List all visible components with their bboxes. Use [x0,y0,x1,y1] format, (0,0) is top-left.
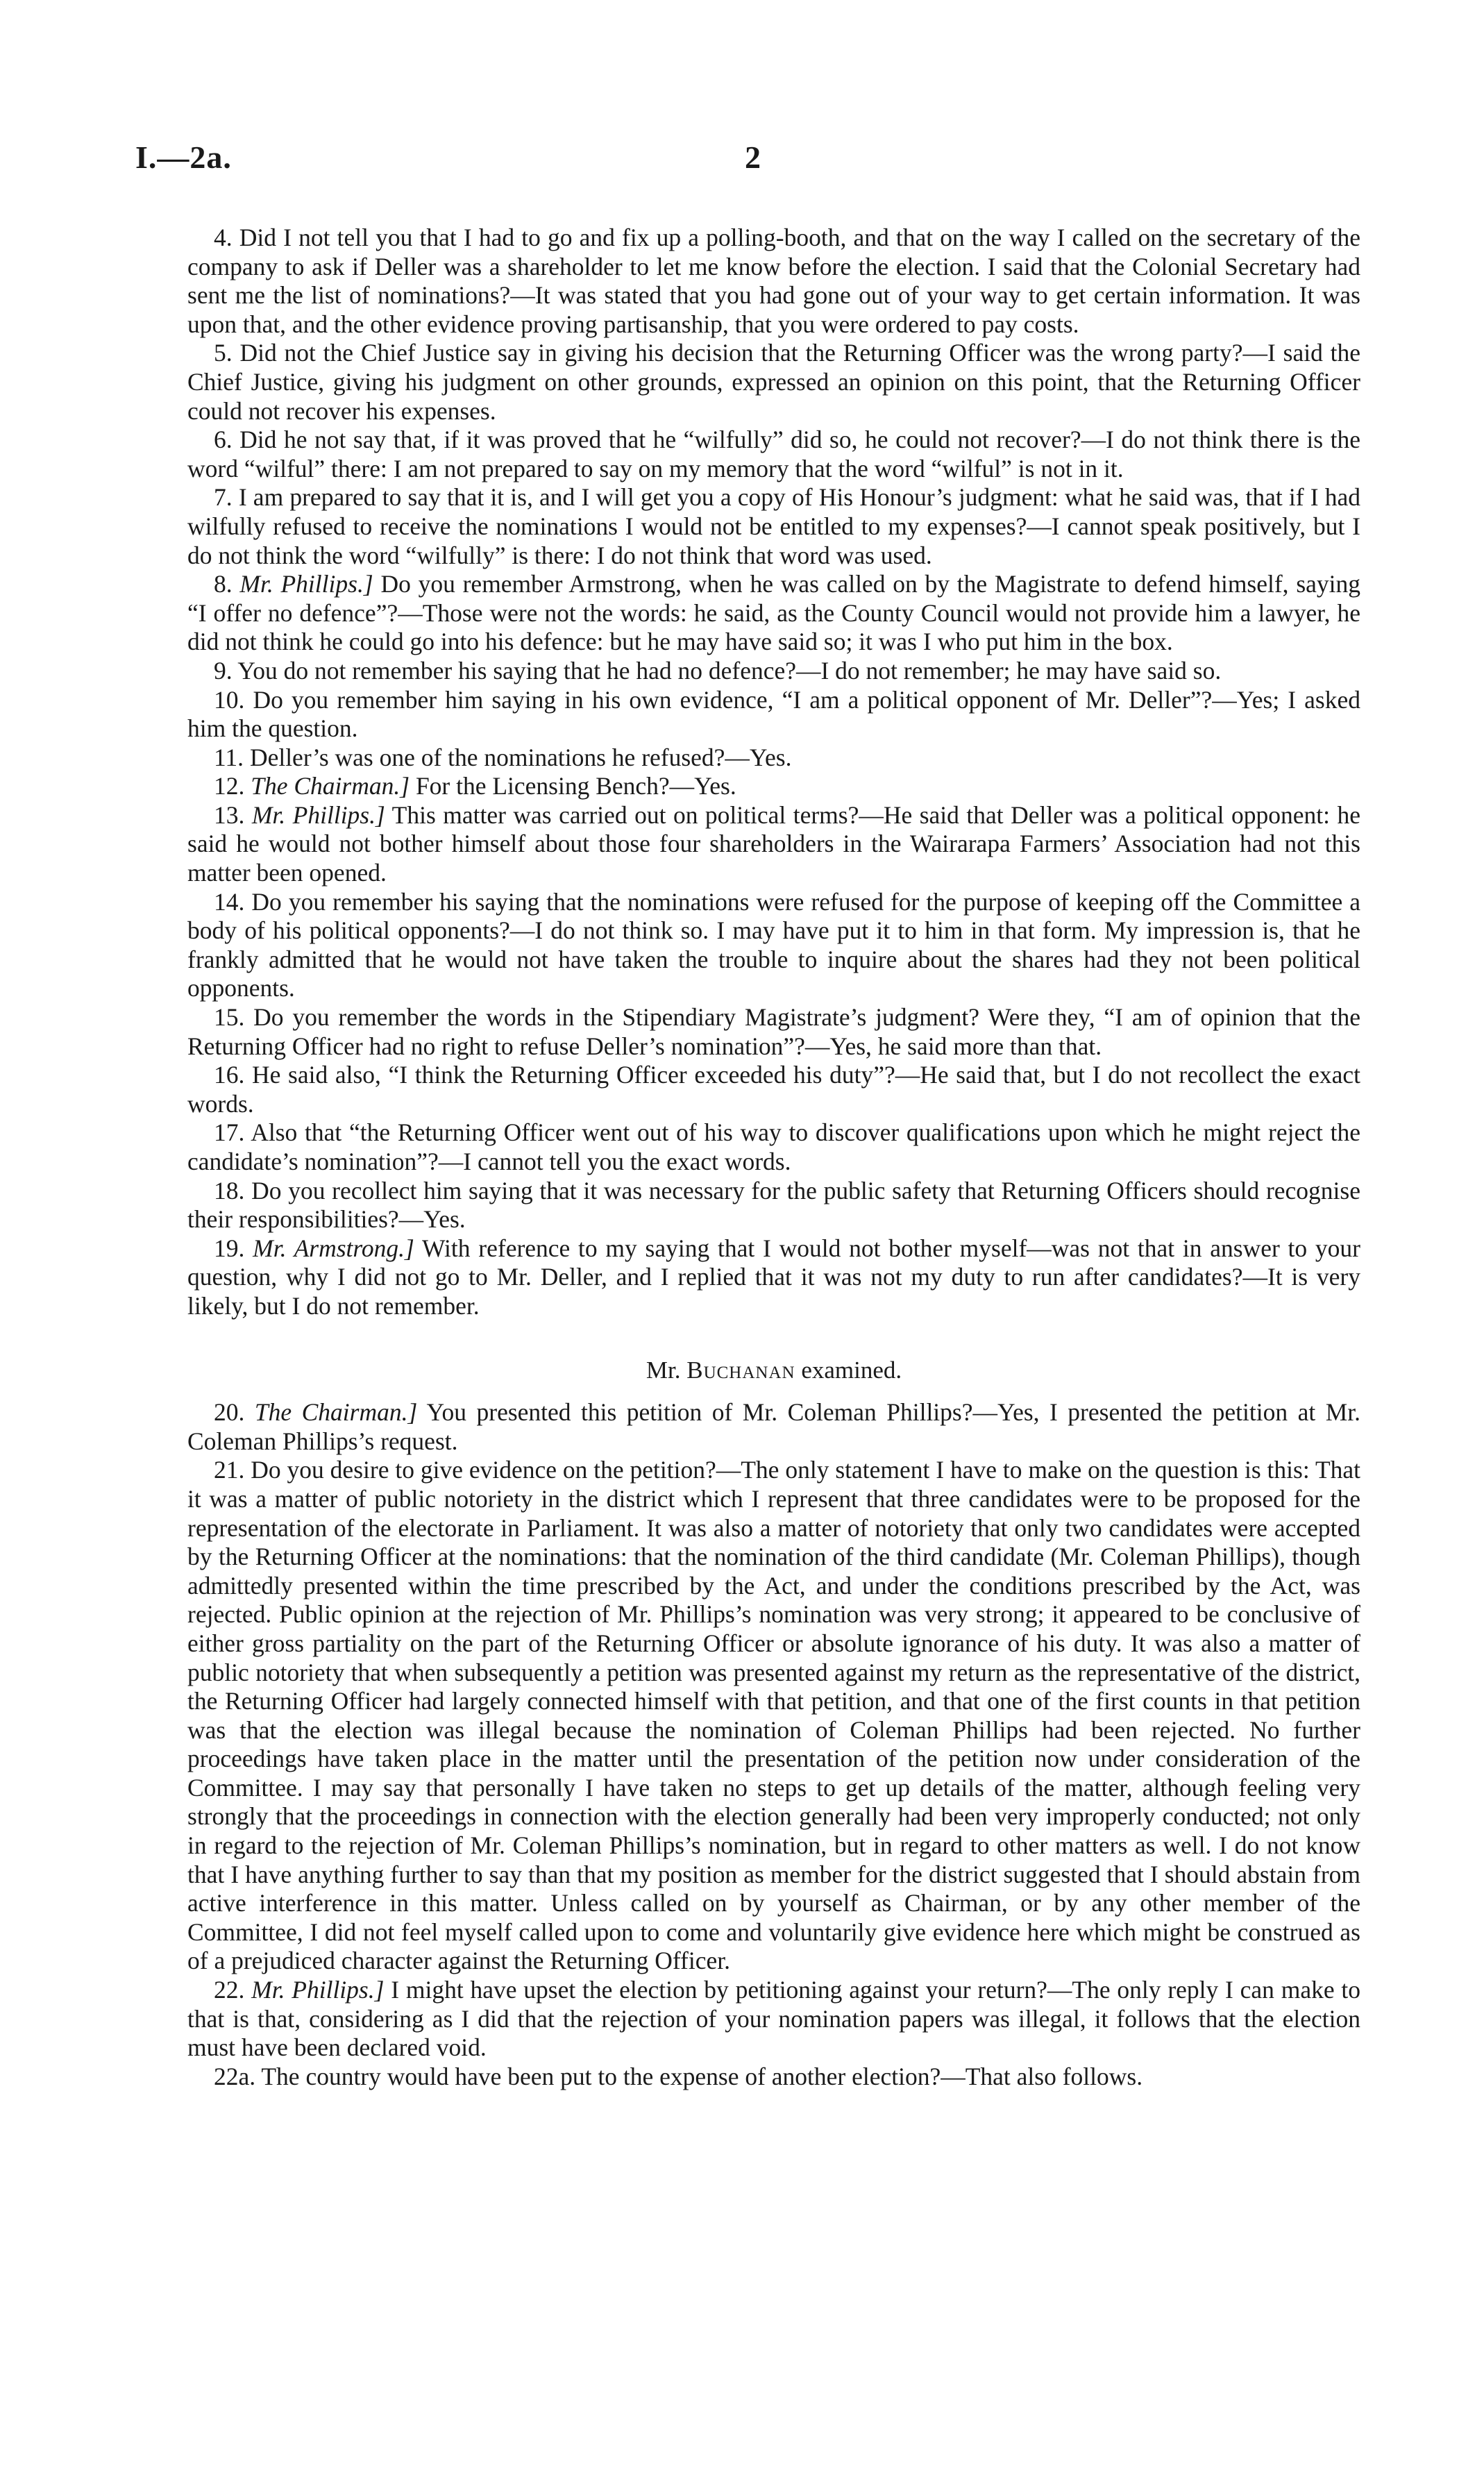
question-text: He said also, “I think the Returning Officer exceeded his duty”?—He said that, but I do not recollect the exact words. [187,1061,1360,1118]
question-number: 16. [214,1061,245,1089]
question-number: 15. [214,1003,245,1032]
question-paragraph [187,1976,1360,2063]
question-paragraph [187,1177,1360,1234]
question-text: The country would have been put to the expense of another election?—That also follows. [261,2062,1143,2090]
question-paragraph [187,1003,1360,1061]
question-text: Do you remember his saying that the nominations were refused for the purpose of keeping off the Committee a body of his political opponents?—I do not think so. I may have put it to him in that form. My impression is, that he frankly admitted that he would not have taken the trouble to inquire about the shares had they not been political opponents. [187,887,1361,1002]
speaker-label: The Chairman.] [254,1398,418,1427]
question-paragraph [187,686,1360,744]
question-paragraph [187,772,1360,801]
question-number: 10. [214,685,245,714]
question-paragraph [187,657,1360,686]
question-paragraph [187,1456,1360,1976]
question-paragraph [187,1118,1360,1176]
speaker-label: Mr. Armstrong.] [253,1234,414,1262]
question-number: 20. [214,1398,245,1427]
question-text: You presented this petition of Mr. Coleman Phillips?—Yes, I presented the petition at Mr. Coleman Phillips’s request. [187,1398,1360,1455]
question-text: Deller’s was one of the nominations he refused?—Yes. [249,743,792,771]
question-paragraph [187,224,1360,339]
document-reference: I.—2a. [135,140,232,175]
question-number: 21. [214,1456,245,1484]
speaker-label: Mr. Phillips.] [251,800,385,829]
question-text: For the Licensing Bench?—Yes. [415,772,736,800]
question-number: 6. [214,426,233,454]
question-group-2 [187,1398,1360,2091]
page-header [135,139,1357,187]
question-text: Do you remember him saying in his own evidence, “I am a political opponent of Mr. Deller”?—Yes; I asked him the question. [187,685,1360,743]
section-witness-name: Buchanan [686,1356,795,1384]
question-text: Do you desire to give evidence on the petition?—The only statement I have to make on the question is this: That it was a matter of public notoriety in the district which I represent that three candidates were to be proposed for the representation of the electorate in Parliament. It was also a matter of notoriety that only two candidates were accepted by the Returning Officer at the nominations: that the nomination of the third candidate (Mr. Coleman Phillips), though admittedly presented within the time prescribed by the Act, and under the conditions prescribed by the Act, was rejected. Public opinion at the rejection of Mr. Phillips’s nomination was very strong; it appeared to be conclusive of either gross partiality on the part of the Returning Officer or absolute ignorance of his duty. It was also a matter of public notoriety that when subsequently a petition was presented against my return as the representative of the district, the Returning Officer had largely connected himself with that petition, and that one of the first counts in that petition was that the election was illegal because the nomination of Coleman Phillips had been rejected. No further proceedings have taken place in the matter until the presentation of the petition now under consideration of the Committee. I may say that personally I have taken no steps to get up details of the matter, although feeling very strongly that the proceedings in connection with the election generally had been very improperly conducted; not only in regard to the rejection of Mr. Coleman Phillips’s nomination, but in regard to other matters as well. I do not know that I have anything further to say than that my position as member for the district suggested that I should abstain from active interference in this matter. Unless called on by yourself as Chairman, or by any other member of the Committee, I did not feel myself called upon to come and voluntarily give evidence here which might be construed as of a prejudiced character against the Returning Officer. [187,1456,1360,1975]
section-suffix: examined. [801,1356,902,1384]
speaker-label: Mr. Phillips.] [239,570,373,598]
speaker-label: Mr. Phillips.] [251,1976,385,2004]
question-text: I might have upset the election by petitioning against your return?—The only reply I can make to that is that, considering as I did that the rejection of your nomination papers was illegal, it follows that the election must have been declared void. [187,1976,1360,2062]
question-number: 19. [214,1234,245,1262]
speaker-label: The Chairman.] [251,772,410,800]
question-number: 14. [214,887,245,916]
question-number: 5. [214,339,233,367]
question-paragraph [187,744,1360,773]
question-paragraph [187,1398,1360,1456]
question-text: I am prepared to say that it is, and I will get you a copy of His Honour’s judgment: what he said was, that if I had wilfully refused to receive the nominations I would not be entitled to my expenses?—I cannot speak positively, but I do not think the word “wilfully” is there: I do not think that word was used. [187,483,1360,569]
question-paragraph [187,1061,1360,1118]
question-number: 9. [214,656,233,685]
question-paragraph [187,426,1360,483]
question-paragraph [187,339,1360,426]
section-heading [187,1356,1360,1385]
question-text: With reference to my saying that I would not bother myself—was not that in answer to your question, why I did not go to Mr. Deller, and I replied that it was not my duty to run after candidates?—It is very likely, but I do not remember. [187,1234,1360,1320]
page-number: 2 [745,140,761,175]
question-number: 11. [214,743,244,771]
question-number: 22. [214,1976,245,2004]
question-number: 4. [214,224,233,251]
section-prefix: Mr. [646,1356,681,1384]
question-text: Do you remember the words in the Stipendiary Magistrate’s judgment? Were they, “I am of opinion that the Returning Officer had no right to refuse Deller’s nomination”?—Yes, he said more than that. [187,1003,1360,1060]
question-number: 13. [214,800,245,829]
question-number: 12. [214,772,245,800]
question-text: Do you remember Armstrong, when he was called on by the Magistrate to defend himself, saying “I offer no defence”?—Those were not the words: he said, as the County Council would not provide him a lawyer, he did not think he could go into his defence: but he may have said so; it was I who put him in the box. [187,570,1361,656]
document-body [187,224,1360,2091]
question-text: Did he not say that, if it was proved that he “wilfully” did so, he could not recover?—I do not think there is the word “wilful” there: I am not prepared to say on my memory that the word “wilful” is not in it. [187,426,1360,482]
question-paragraph [187,1234,1360,1321]
question-number: 7. [214,483,233,512]
question-number: 8. [214,570,233,598]
question-text: You do not remember his saying that he had no defence?—I do not remember; he may have said so. [237,656,1222,685]
question-number: 17. [214,1118,245,1147]
question-text: Did not the Chief Justice say in giving his decision that the Returning Officer was the wrong party?—I said the Chief Justice, giving his judgment on other grounds, expressed an opinion on this point, that the Returning Officer could not recover his expenses. [187,339,1360,425]
question-group-1 [187,224,1360,1321]
question-text: Do you recollect him saying that it was necessary for the public safety that Returning Officers should recognise their responsibilities?—Yes. [187,1176,1360,1234]
question-text: This matter was carried out on political terms?—He said that Deller was a political opponent: he said he would not bother himself about those four shareholders in the Wairarapa Farmers’ Association had not this matter been opened. [187,800,1360,887]
question-number: 18. [214,1176,245,1204]
question-paragraph [187,570,1360,657]
question-number: 22a. [214,2062,256,2090]
question-text: Also that “the Returning Officer went out of his way to discover qualifications upon which he might reject the candidate’s nomination”?—I cannot tell you the exact words. [187,1118,1360,1175]
question-paragraph [187,483,1360,570]
question-paragraph [187,888,1360,1003]
question-paragraph [187,2063,1360,2092]
question-text: Did I not tell you that I had to go and fix up a polling-booth, and that on the way I called on the secretary of the company to ask if Deller was a shareholder to let me know before the election. I said that the Colonial Secretary had sent me the list of nominations?—It was stated that you had gone out of your way to get certain information. It was upon that, and the other evidence proving partisanship, that you were ordered to pay costs. [187,224,1361,338]
question-paragraph [187,801,1360,888]
